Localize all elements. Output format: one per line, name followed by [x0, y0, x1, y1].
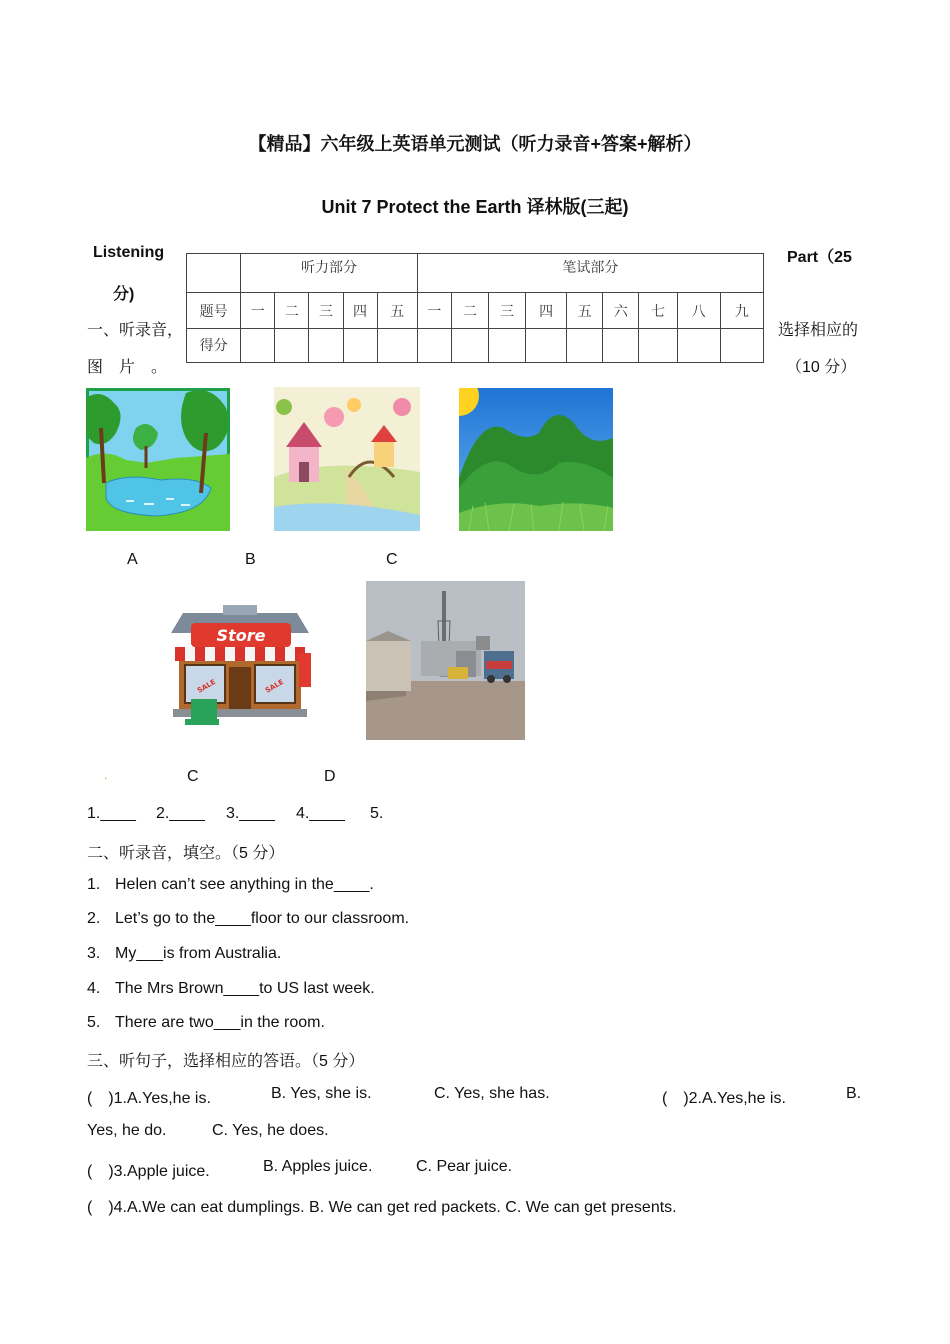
- factory-picture: [366, 581, 525, 740]
- mountain-picture: [459, 388, 613, 531]
- label-d: D: [324, 768, 336, 785]
- store-picture: [163, 603, 317, 733]
- score-cell[interactable]: [526, 328, 567, 362]
- part3-heading: 三、听句子，选择相应的答语。（5 分）: [87, 1053, 365, 1070]
- score-table: [186, 253, 764, 363]
- score-cell[interactable]: [603, 328, 639, 362]
- q3-option-c: C. Pear juice.: [416, 1158, 513, 1175]
- part2-item: 2. Let’s go to the____floor to our classroom.: [87, 910, 410, 927]
- label-b: B: [245, 551, 256, 568]
- q3-option-b: B. Apples juice.: [263, 1158, 373, 1175]
- writing-col: 六: [603, 293, 639, 328]
- part2-heading: 二、听录音，填空。（5 分）: [87, 845, 285, 862]
- q1-option-b: B. Yes, she is.: [271, 1085, 372, 1102]
- sale-label: SALE: [196, 677, 218, 695]
- part2-item: 1. Helen can’t see anything in the____.: [87, 876, 374, 893]
- question-number-label: 题号: [187, 293, 241, 328]
- label-c: C: [386, 551, 398, 568]
- part2-item: 5. There are two___in the room.: [87, 1014, 325, 1031]
- listening-col: 五: [377, 293, 417, 328]
- part1-heading-right: 选择相应的: [778, 322, 859, 339]
- q4-options: ( )4.A.We can eat dumplings. B. We can get red packets. C. We can get presents.: [87, 1199, 677, 1216]
- score-cell[interactable]: [309, 328, 343, 362]
- q3-option-a: ( )3.Apple juice.: [87, 1163, 210, 1180]
- writing-col: 一: [417, 293, 451, 328]
- writing-col: 七: [639, 293, 677, 328]
- town-picture: [274, 387, 420, 531]
- part1-heading-left: 一、听录音，: [87, 322, 184, 339]
- part2-item: 3. My___is from Australia.: [87, 945, 282, 962]
- q2-option-a: ( )2.A.Yes,he is.: [662, 1090, 786, 1107]
- writing-col: 三: [489, 293, 526, 328]
- score-cell[interactable]: [241, 328, 275, 362]
- writing-col: 九: [720, 293, 763, 328]
- lake-picture: [86, 388, 230, 531]
- q1-option-a: ( )1.A.Yes,he is.: [87, 1090, 211, 1107]
- answer-blank-5[interactable]: 5.: [370, 805, 384, 822]
- q2-option-b: Yes, he do.: [87, 1122, 167, 1139]
- listening-col: 二: [275, 293, 309, 328]
- label-c-second: C: [187, 768, 199, 785]
- listening-col: 一: [241, 293, 275, 328]
- writing-col: 四: [526, 293, 567, 328]
- page-subtitle: Unit 7 Protect the Earth 译林版(三起): [321, 197, 629, 217]
- score-cell[interactable]: [567, 328, 603, 362]
- listening-col: 四: [343, 293, 377, 328]
- listening-col: 三: [309, 293, 343, 328]
- writing-col: 二: [451, 293, 488, 328]
- part1-heading-left2: 图 片 。: [87, 359, 168, 376]
- score-cell[interactable]: [377, 328, 417, 362]
- answer-blank-2[interactable]: 2.____: [156, 805, 205, 822]
- score-cell[interactable]: [639, 328, 677, 362]
- score-label: 得分: [187, 328, 241, 362]
- score-cell[interactable]: [417, 328, 451, 362]
- page-title: 【精品】六年级上英语单元测试（听力录音+答案+解析）: [248, 134, 702, 154]
- decorative-dot: .: [104, 768, 108, 782]
- listening-label: Listening: [93, 244, 165, 261]
- writing-col: 五: [567, 293, 603, 328]
- score-cell[interactable]: [677, 328, 720, 362]
- q2-option-c: C. Yes, he does.: [212, 1122, 329, 1139]
- listening-score-end: 分): [113, 286, 135, 303]
- q1-option-c: C. Yes, she has.: [434, 1085, 550, 1102]
- part-score-label: Part（25: [787, 249, 852, 266]
- writing-col: 八: [677, 293, 720, 328]
- part2-item: 4. The Mrs Brown____to US last week.: [87, 980, 375, 997]
- score-cell[interactable]: [451, 328, 488, 362]
- label-a: A: [127, 551, 138, 568]
- q2-option-b-prefix: B.: [846, 1085, 862, 1102]
- listening-group-header: 听力部分: [241, 254, 418, 293]
- answer-blank-1[interactable]: 1.____: [87, 805, 136, 822]
- score-cell[interactable]: [489, 328, 526, 362]
- part1-score: （10 分）: [786, 359, 857, 376]
- store-sign-text: Store: [216, 626, 266, 645]
- score-cell[interactable]: [275, 328, 309, 362]
- score-cell[interactable]: [720, 328, 763, 362]
- sale-label: SALE: [264, 677, 286, 695]
- writing-group-header: 笔试部分: [417, 254, 763, 293]
- score-cell[interactable]: [343, 328, 377, 362]
- table-corner-cell: [187, 254, 241, 293]
- answer-blank-3[interactable]: 3.____: [226, 805, 275, 822]
- answer-blank-4[interactable]: 4.____: [296, 805, 345, 822]
